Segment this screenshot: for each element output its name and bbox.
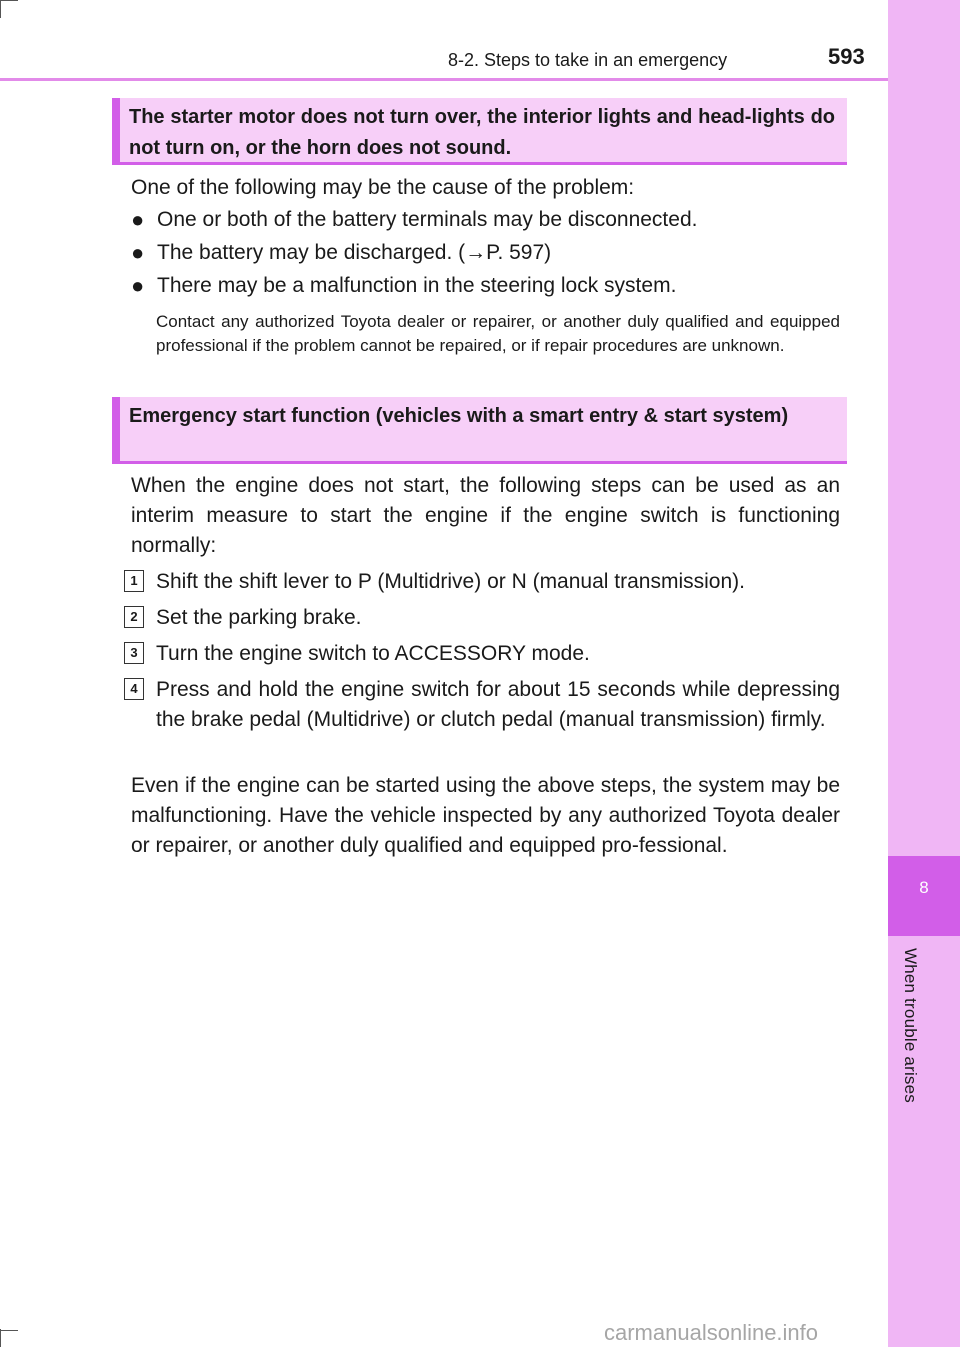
section-heading-emergency-start [112, 397, 847, 464]
closing-text: Even if the engine can be started using the above steps, the system may be malfunctioning. Have the vehicle inspected by any authorized Toyota dealer or repairer, or another duly qualified and equipped pro-fessional. [131, 774, 840, 857]
list-item-text: The battery may be discharged. (→P. 597) [157, 241, 552, 264]
step-item [124, 567, 840, 597]
chapter-title: When trouble arises [901, 948, 920, 1103]
bullet-icon: ● [131, 273, 145, 298]
chapter-tab-strip [888, 0, 960, 1347]
step-text: Press and hold the engine switch for about 15 seconds while depressing the brake pedal (Multidrive) or clutch pedal (manual transmission) firmly. [156, 678, 840, 731]
crop-mark [0, 0, 18, 1]
list-item [131, 271, 840, 301]
crop-mark [0, 1330, 18, 1331]
bullet-icon: ● [131, 207, 145, 232]
heading-text: Emergency start function (vehicles with a smart entry & start system) [129, 405, 789, 427]
heading-text: The starter motor does not turn over, the interior lights and head-lights do not turn on, or the horn does not sound. [129, 106, 835, 159]
header-rule [0, 78, 888, 81]
page-number: 593 [828, 44, 865, 69]
intro-text: One of the following may be the cause of the problem: [131, 176, 635, 199]
step-item [124, 603, 840, 633]
step-number: 2 [124, 606, 144, 628]
note-text: Contact any authorized Toyota dealer or repairer, or another duly qualified and equipped professional if the problem cannot be repaired, or if repair procedures are unknown. [156, 312, 840, 355]
step-text: Set the parking brake. [156, 606, 362, 629]
section-title: 8-2. Steps to take in an emergency [448, 50, 728, 70]
section-heading-starter [112, 98, 847, 165]
step-number: 3 [124, 642, 144, 664]
list-item-text: There may be a malfunction in the steering lock system. [157, 274, 677, 297]
step-number: 1 [124, 570, 144, 592]
step-text: Shift the shift lever to P (Multidrive) or N (manual transmission). [156, 570, 745, 593]
crop-mark [0, 1329, 1, 1347]
intro-text: When the engine does not start, the following steps can be used as an interim measure to start the engine if the engine switch is functioning normally: [131, 474, 840, 557]
list-item [131, 238, 840, 268]
list-item-text: One or both of the battery terminals may be disconnected. [157, 208, 698, 231]
crop-mark [0, 0, 1, 18]
chapter-number: 8 [919, 878, 929, 897]
step-number: 4 [124, 678, 144, 700]
watermark: carmanualsonline.info [604, 1320, 819, 1345]
bullet-icon: ● [131, 240, 145, 265]
list-item [131, 205, 840, 235]
step-text: Turn the engine switch to ACCESSORY mode. [156, 642, 590, 665]
step-item [124, 675, 840, 735]
step-item [124, 639, 840, 669]
